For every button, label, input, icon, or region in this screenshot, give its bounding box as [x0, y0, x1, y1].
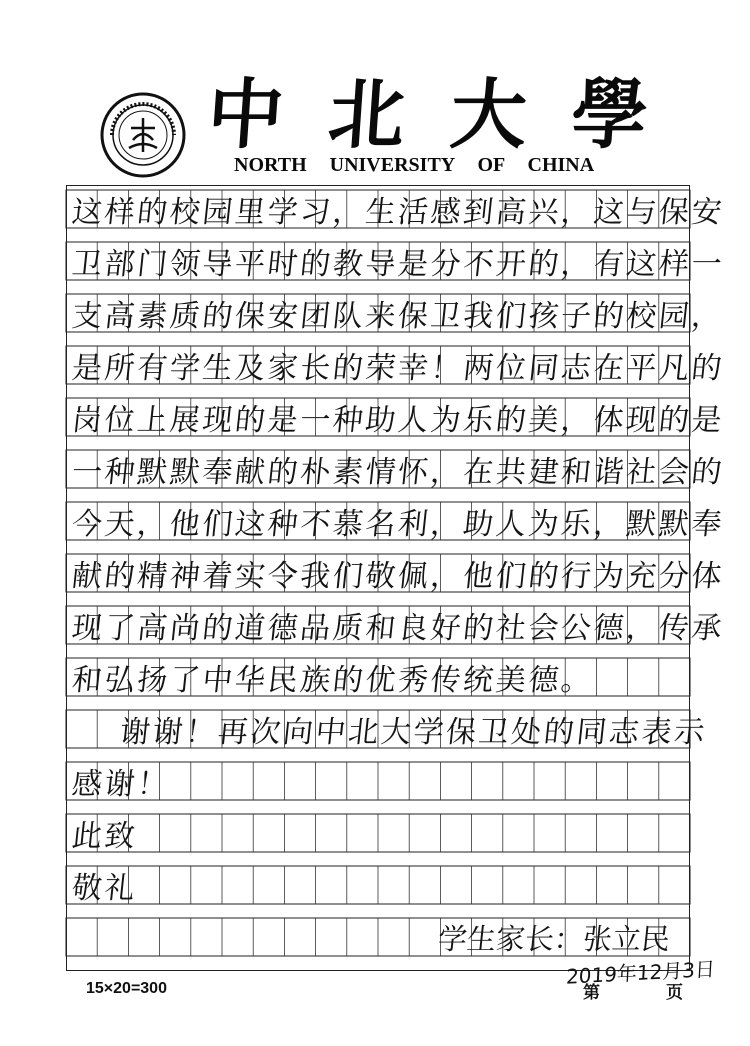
title-char: 大	[447, 69, 530, 159]
letter-line: 卫部门领导平时的教导是分不开的，有这样一	[70, 247, 726, 282]
letter-line: 献的精神着实令我们敬佩，他们的行为充分体	[70, 559, 726, 594]
grid-spec: 15×20=300	[86, 980, 167, 997]
signature: 学生家长：张立民	[436, 922, 672, 956]
title-char: 北	[325, 69, 409, 159]
letter-line: 今天，他们这种不慕名利，助人为乐，默默奉	[70, 507, 726, 542]
letter-line: 这样的校园里学习，生活感到高兴，这与保安	[70, 195, 726, 230]
letter-date: 2019年12月3日	[565, 956, 716, 989]
letter-line: 此致	[70, 819, 140, 854]
letter-line: 现了高尚的道德品质和良好的社会公德，传承	[70, 611, 726, 646]
title-char: 學	[568, 69, 651, 159]
letter-line: 一种默默奉献的朴素情怀，在共建和谐社会的	[70, 455, 726, 490]
letter-line: 感谢！	[70, 767, 172, 802]
letter-line: 支高素质的保安团队来保卫我们孩子的校园，	[70, 299, 726, 334]
letter-line: 谢谢！再次向中北大学保卫处的同志表示	[118, 715, 709, 750]
letter-line: 是所有学生及家长的荣幸！两位同志在平凡的	[70, 351, 726, 386]
university-name-english: NORTH UNIVERSITY OF CHINA	[234, 154, 595, 176]
letter-line: 敬礼	[70, 871, 140, 906]
title-char: 中	[204, 69, 287, 159]
page-label-left: 第	[583, 983, 600, 1003]
page-number-label	[583, 978, 683, 1003]
letter-line: 和弘扬了中华民族的优秀传统美德。	[70, 663, 596, 698]
page-label-right: 页	[666, 983, 683, 1003]
letter-line: 岗位上展现的是一种助人为乐的美，体现的是	[70, 403, 726, 438]
